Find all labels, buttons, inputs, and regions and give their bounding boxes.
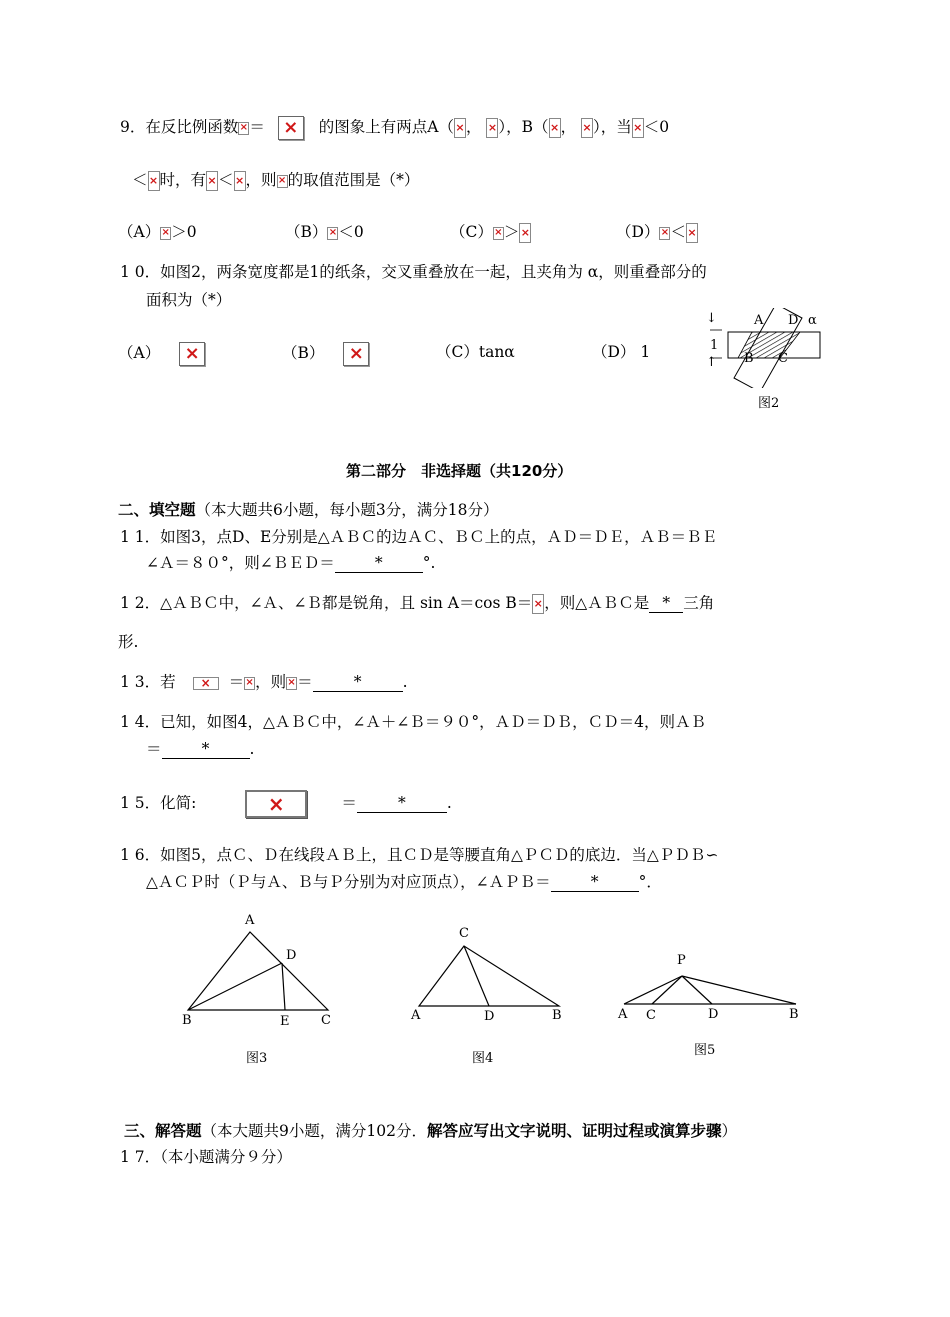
formula-image — [148, 171, 160, 191]
label-c: C — [459, 926, 469, 941]
formula-image — [277, 175, 288, 188]
answer-blank[interactable]: * — [162, 740, 250, 759]
label-a: A — [411, 1008, 421, 1023]
label-d: D — [484, 1009, 495, 1024]
label-d: D — [708, 1007, 719, 1022]
formula-image — [519, 223, 531, 243]
label-a: A — [245, 913, 255, 928]
label-a: A — [754, 313, 764, 328]
formula-image — [632, 118, 644, 138]
part2-title: 第二部分 非选择题（共120分） — [346, 462, 573, 480]
formula-image — [193, 677, 219, 690]
section3-heading: 三、解答题（本大题共9小题，满分102分．解答应写出文字说明、证明过程或演算步骤） — [124, 1122, 737, 1140]
formula-image — [286, 677, 297, 690]
label-c: C — [778, 351, 788, 366]
label-c: C — [646, 1008, 656, 1023]
q15-line: 1 5．化简: × ＝ * . — [120, 790, 452, 818]
segment-ap — [624, 976, 682, 1004]
q12-line1: 1 2．△ＡＢＣ中，∠Ａ、∠Ｂ都是锐角，且 sin A＝cos B＝× ，则△ＡＢＣ是 * 三角 — [120, 593, 714, 614]
label-b: B — [744, 351, 754, 366]
label-d: D — [286, 948, 297, 963]
dim-arrow-top: ↓ — [706, 311, 717, 326]
formula-image — [659, 227, 670, 240]
q9-line2: ＜× 时，有× ＜× ，则× 的取值范围是（*） — [132, 170, 419, 191]
formula-image — [493, 227, 504, 240]
q13-line: 1 3．若 × ＝× ，则× ＝ * . — [120, 672, 408, 692]
q14-line2: ＝ * . — [146, 740, 255, 758]
q9-option-d: （D）× ＜× — [616, 222, 698, 243]
triangle-abc — [419, 946, 559, 1006]
formula-image — [244, 677, 255, 690]
formula-image — [206, 171, 218, 191]
figure-5 — [612, 946, 812, 1026]
section2-heading: 二、填空题（本大题共6小题，每小题3分，满分18分） — [118, 501, 499, 519]
dim-arrow-bottom: ↑ — [706, 355, 717, 370]
figure-3 — [178, 908, 348, 1030]
label-b: B — [789, 1007, 799, 1022]
formula-image — [549, 118, 561, 138]
figure-4 — [405, 920, 575, 1030]
segment-pc — [652, 976, 682, 1004]
label-e: E — [280, 1014, 290, 1029]
q10-line2: 面积为（*） — [146, 291, 232, 309]
q16-line2: △ＡＣＰ时（Ｐ与Ａ、Ｂ与Ｐ分别为对应顶点），∠ＡＰＢ＝ * °． — [146, 873, 662, 891]
label-a: A — [618, 1007, 628, 1022]
segment-de — [282, 963, 285, 1010]
q10-option-d: （D） 1 — [592, 343, 651, 361]
q9-option-c: （C）× ＞× — [450, 222, 531, 243]
formula-image — [343, 342, 369, 366]
figure-3-caption: 图3 — [246, 1051, 268, 1066]
formula-image — [454, 118, 466, 138]
formula-image — [278, 116, 304, 140]
q14-line1: 1 4．已知，如图4，△ＡＢＣ中，∠Ａ＋∠Ｂ＝９０°，ＡＤ＝ＤＢ，ＣＤ＝4，则ＡＢ — [120, 713, 707, 731]
answer-blank[interactable]: * — [335, 554, 423, 573]
width-label: 1 — [710, 338, 719, 353]
figure-2 — [690, 308, 830, 388]
formula-image — [245, 790, 307, 818]
q12-line2: 形. — [118, 633, 139, 651]
q9-line1: 9．在反比例函数× ＝ × 的图象上有两点A（× ， × ），B（× ， × ），当× ＜0 — [120, 116, 669, 140]
label-alpha: α — [808, 313, 817, 328]
label-c: C — [321, 1013, 331, 1028]
answer-blank[interactable]: * — [649, 594, 683, 613]
figure-5-caption: 图5 — [694, 1043, 716, 1058]
formula-image — [234, 171, 246, 191]
label-b: B — [182, 1013, 192, 1028]
q10-line1: 1 0．如图2，两条宽度都是1的纸条，交叉重叠放在一起，且夹角为 α，则重叠部分的 — [120, 263, 707, 281]
formula-image — [486, 118, 498, 138]
answer-blank[interactable]: * — [313, 673, 403, 692]
label-b: B — [552, 1008, 562, 1023]
q9-option-a: （A）× ＞0 — [118, 222, 197, 242]
q17-line: 1 7．（本小题满分９分） — [120, 1148, 292, 1166]
formula-image — [686, 223, 698, 243]
formula-image — [532, 594, 544, 614]
q11-line1: 1 1．如图3，点D、E分别是△ＡＢＣ的边ＡＣ、ＢＣ上的点，ＡＤ＝ＤＥ，ＡＢ＝ＢＥ — [120, 528, 718, 546]
formula-image — [327, 227, 338, 240]
formula-image — [160, 227, 171, 240]
figure-2-caption: 图2 — [758, 396, 780, 411]
formula-image — [581, 118, 593, 138]
q10-option-c: （C）tanα — [436, 343, 515, 361]
q11-line2: ∠Ａ＝８０°，则∠ＢＥＤ＝ * °. — [146, 554, 436, 572]
formula-image — [238, 122, 249, 135]
label-p: P — [677, 953, 686, 968]
q10-option-b: （B） × — [282, 342, 369, 366]
q9-option-b: （B）× ＜0 — [285, 222, 364, 242]
q16-line1: 1 6．如图5，点Ｃ、Ｄ在线段ＡＢ上，且ＣＤ是等腰直角△ＰＣＤ的底边．当△ＰＤＢ∽ — [120, 846, 719, 864]
answer-blank[interactable]: * — [357, 794, 447, 813]
triangle-abc — [188, 932, 328, 1010]
segment-pb — [682, 976, 796, 1004]
label-d: D — [788, 313, 799, 328]
formula-image — [179, 342, 205, 366]
figure-4-caption: 图4 — [472, 1051, 494, 1066]
segment-bd — [188, 963, 282, 1010]
answer-blank[interactable]: * — [551, 873, 639, 892]
segment-cd — [464, 946, 489, 1006]
q10-option-a: （A） × — [118, 342, 205, 366]
